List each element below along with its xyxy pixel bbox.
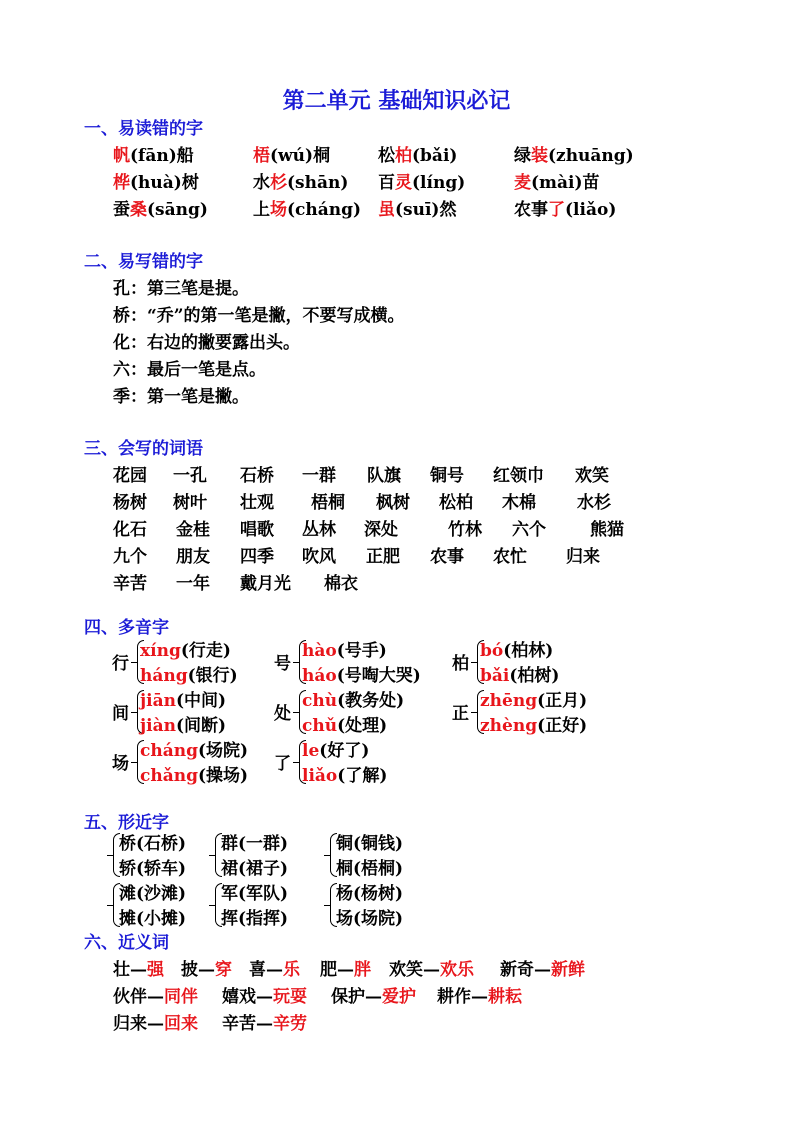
similar-char: 轿(轿车) xyxy=(119,859,187,879)
misread-char: 麦 xyxy=(514,173,531,193)
misread-pinyin: (suī)然 xyxy=(395,200,457,220)
synonym-word: 喜 xyxy=(249,960,266,980)
synonym-pair xyxy=(181,955,232,980)
misread-item xyxy=(113,168,199,193)
vocab-word: 枫树 xyxy=(376,493,410,513)
synonym-match: 回来 xyxy=(164,1014,198,1034)
section-1-heading: 一、易读错的字 xyxy=(84,119,203,139)
synonym-dash: — xyxy=(256,987,273,1007)
similar-char: 杨(杨树) xyxy=(336,884,404,904)
misread-char: 场 xyxy=(270,200,287,220)
synonym-pair xyxy=(500,955,585,980)
synonym-match: 乐 xyxy=(283,960,300,980)
vocab-word: 唱歌 xyxy=(240,520,274,540)
section-2-line: 孔：第三笔是提。 xyxy=(113,279,249,299)
section-6-heading: 六、近义词 xyxy=(84,933,169,953)
example-word: (号手) xyxy=(336,641,387,661)
synonym-match: 耕耘 xyxy=(488,987,522,1007)
synonym-dash: — xyxy=(365,987,382,1007)
vocab-word: 一群 xyxy=(302,466,336,486)
synonym-pair xyxy=(320,955,371,980)
misread-context: 上 xyxy=(253,200,270,220)
misread-pinyin: (wú)桐 xyxy=(270,146,331,166)
pinyin: jiàn xyxy=(140,716,176,736)
vocab-word: 花园 xyxy=(113,466,147,486)
synonym-dash: — xyxy=(130,960,147,980)
example-word: (柏树) xyxy=(509,666,560,686)
similar-char: 桐(梧桐) xyxy=(336,859,404,879)
pinyin: chǔ xyxy=(302,716,338,736)
pinyin: zhēng xyxy=(480,691,538,711)
vocab-word: 九个 xyxy=(113,547,147,567)
similar-char: 摊(小摊) xyxy=(119,909,187,929)
synonym-dash: — xyxy=(534,960,551,980)
similar-char: 场(场院) xyxy=(336,909,404,929)
misread-char: 柏 xyxy=(395,146,412,166)
misread-char: 梧 xyxy=(253,146,270,166)
section-2-line: 季：第一笔是撇。 xyxy=(113,387,249,407)
misread-char: 虽 xyxy=(378,200,395,220)
polyphone-reading xyxy=(480,686,587,711)
pinyin: zhèng xyxy=(480,716,538,736)
misread-item xyxy=(113,141,194,166)
polyphone-reading xyxy=(140,761,248,786)
polyphone-reading xyxy=(140,661,238,686)
polyphone-reading xyxy=(302,761,387,786)
synonym-word: 耕作 xyxy=(437,987,471,1007)
section-2-line: 化：右边的撇要露出头。 xyxy=(113,333,300,353)
vocab-word: 农忙 xyxy=(493,547,527,567)
vocab-word: 归来 xyxy=(566,547,600,567)
misread-context: 农事 xyxy=(514,200,548,220)
polyphone-reading xyxy=(302,661,421,686)
synonym-match: 玩耍 xyxy=(273,987,307,1007)
similar-char: 裙(裙子) xyxy=(221,859,289,879)
misread-pinyin: (liǎo) xyxy=(565,200,617,220)
synonym-match: 穿 xyxy=(215,960,232,980)
polyphone-reading xyxy=(302,736,369,761)
pinyin: chǎng xyxy=(140,766,198,786)
vocab-word: 朋友 xyxy=(176,547,210,567)
section-2-line: 六：最后一笔是点。 xyxy=(113,360,266,380)
vocab-word: 壮观 xyxy=(240,493,274,513)
misread-item xyxy=(514,141,634,166)
synonym-dash: — xyxy=(266,960,283,980)
vocab-word: 竹林 xyxy=(448,520,482,540)
misread-item xyxy=(378,195,456,220)
misread-pinyin: (mài)苗 xyxy=(531,173,600,193)
vocab-word: 梧桐 xyxy=(311,493,345,513)
example-word: (号啕大哭) xyxy=(336,666,421,686)
vocab-word: 戴月光 xyxy=(240,574,291,594)
misread-item xyxy=(253,195,361,220)
section-5-heading: 五、形近字 xyxy=(84,813,169,833)
vocab-word: 松柏 xyxy=(439,493,473,513)
synonym-match: 强 xyxy=(147,960,164,980)
synonym-pair xyxy=(249,955,300,980)
polyphone-char: 处 xyxy=(274,704,291,724)
polyphone-char: 间 xyxy=(112,704,129,724)
example-word: (银行) xyxy=(187,666,238,686)
synonym-match: 新鲜 xyxy=(551,960,585,980)
misread-char: 桦 xyxy=(113,173,130,193)
vocab-word: 铜号 xyxy=(430,466,464,486)
pinyin: hào xyxy=(302,641,337,661)
section-2-line: 桥：“乔”的第一笔是撇，不要写成横。 xyxy=(113,306,405,326)
example-word: (处理) xyxy=(337,716,388,736)
example-word: (间断) xyxy=(175,716,227,736)
polyphone-char: 柏 xyxy=(452,654,469,674)
example-word: (正好) xyxy=(537,716,588,736)
synonym-word: 披 xyxy=(181,960,198,980)
misread-context: 绿 xyxy=(514,146,531,166)
polyphone-char: 行 xyxy=(112,654,129,674)
misread-pinyin: (líng) xyxy=(412,173,466,193)
polyphone-char: 了 xyxy=(274,754,291,774)
section-2-heading: 二、易写错的字 xyxy=(84,252,203,272)
synonym-word: 辛苦 xyxy=(222,1014,256,1034)
vocab-word: 水杉 xyxy=(577,493,611,513)
synonym-word: 肥 xyxy=(320,960,337,980)
polyphone-reading xyxy=(140,736,248,761)
misread-item xyxy=(514,195,616,220)
misread-context: 水 xyxy=(253,173,270,193)
synonym-dash: — xyxy=(256,1014,273,1034)
misread-context: 蚕 xyxy=(113,200,130,220)
polyphone-reading xyxy=(140,711,226,736)
misread-pinyin: (bǎi) xyxy=(412,146,458,166)
vocab-word: 队旗 xyxy=(367,466,401,486)
pinyin: le xyxy=(302,741,320,761)
vocab-word: 杨树 xyxy=(113,493,147,513)
example-word: (柏林) xyxy=(503,641,554,661)
similar-char: 挥(指挥) xyxy=(221,909,289,929)
polyphone-char: 正 xyxy=(452,704,469,724)
synonym-pair xyxy=(331,982,416,1007)
pinyin: xíng xyxy=(140,641,181,661)
similar-char: 滩(沙滩) xyxy=(119,884,187,904)
polyphone-reading xyxy=(302,686,404,711)
synonym-word: 归来 xyxy=(113,1014,147,1034)
synonym-pair xyxy=(389,955,474,980)
polyphone-reading xyxy=(480,636,553,661)
misread-pinyin: (cháng) xyxy=(287,200,362,220)
vocab-word: 欢笑 xyxy=(575,466,609,486)
misread-context: 百 xyxy=(378,173,395,193)
example-word: (教务处) xyxy=(337,691,405,711)
polyphone-reading xyxy=(480,661,559,686)
misread-char: 桑 xyxy=(130,200,147,220)
misread-item xyxy=(253,141,330,166)
vocab-word: 丛林 xyxy=(302,520,336,540)
synonym-pair xyxy=(222,982,307,1007)
synonym-dash: — xyxy=(147,1014,164,1034)
example-word: (了解) xyxy=(337,766,388,786)
misread-pinyin: (huà)树 xyxy=(130,173,199,193)
vocab-word: 一年 xyxy=(176,574,210,594)
misread-char: 了 xyxy=(548,200,565,220)
polyphone-char: 场 xyxy=(112,754,129,774)
misread-item xyxy=(378,168,465,193)
pinyin: bǎi xyxy=(480,666,510,686)
vocab-word: 深处 xyxy=(364,520,398,540)
similar-char: 铜(铜钱) xyxy=(336,834,404,854)
page-title: 第二单元 基础知识必记 xyxy=(282,88,511,114)
synonym-pair xyxy=(437,982,522,1007)
synonym-word: 嬉戏 xyxy=(222,987,256,1007)
similar-char: 桥(石桥) xyxy=(119,834,187,854)
synonym-pair xyxy=(113,982,198,1007)
example-word: (场院) xyxy=(197,741,249,761)
synonym-dash: — xyxy=(337,960,354,980)
synonym-pair xyxy=(113,1009,198,1034)
synonym-match: 同伴 xyxy=(164,987,198,1007)
synonym-match: 欢乐 xyxy=(440,960,474,980)
vocab-word: 木棉 xyxy=(502,493,536,513)
polyphone-char: 号 xyxy=(274,654,291,674)
synonym-word: 保护 xyxy=(331,987,365,1007)
pinyin: jiān xyxy=(140,691,176,711)
misread-char: 帆 xyxy=(113,146,130,166)
vocab-word: 化石 xyxy=(113,520,147,540)
vocab-word: 树叶 xyxy=(173,493,207,513)
vocab-word: 石桥 xyxy=(240,466,274,486)
synonym-word: 壮 xyxy=(113,960,130,980)
misread-char: 杉 xyxy=(270,173,287,193)
pinyin: háo xyxy=(302,666,337,686)
section-4-heading: 四、多音字 xyxy=(84,618,169,638)
misread-item xyxy=(113,195,208,220)
vocab-word: 红领巾 xyxy=(493,466,544,486)
misread-pinyin: (zhuāng) xyxy=(548,146,634,166)
vocab-word: 辛苦 xyxy=(113,574,147,594)
synonym-word: 伙伴 xyxy=(113,987,147,1007)
polyphone-reading xyxy=(140,686,226,711)
synonym-match: 辛劳 xyxy=(273,1014,307,1034)
synonym-word: 欢笑 xyxy=(389,960,423,980)
vocab-word: 熊猫 xyxy=(590,520,624,540)
vocab-word: 棉衣 xyxy=(324,574,358,594)
vocab-word: 农事 xyxy=(430,547,464,567)
misread-context: 松 xyxy=(378,146,395,166)
pinyin: liǎo xyxy=(302,766,338,786)
vocab-word: 吹风 xyxy=(302,547,336,567)
pinyin: háng xyxy=(140,666,188,686)
pinyin: chù xyxy=(302,691,338,711)
misread-pinyin: (sāng) xyxy=(147,200,208,220)
section-3-heading: 三、会写的词语 xyxy=(84,439,203,459)
misread-char: 装 xyxy=(531,146,548,166)
vocab-word: 六个 xyxy=(512,520,546,540)
synonym-dash: — xyxy=(423,960,440,980)
pinyin: cháng xyxy=(140,741,198,761)
vocab-word: 四季 xyxy=(240,547,274,567)
example-word: (行走) xyxy=(180,641,231,661)
synonym-pair xyxy=(113,955,164,980)
polyphone-reading xyxy=(302,711,387,736)
synonym-match: 爱护 xyxy=(382,987,416,1007)
polyphone-reading xyxy=(302,636,387,661)
vocab-word: 一孔 xyxy=(173,466,207,486)
polyphone-reading xyxy=(480,711,587,736)
misread-item xyxy=(514,168,600,193)
misread-pinyin: (fān)船 xyxy=(130,146,194,166)
example-word: (正月) xyxy=(537,691,588,711)
misread-pinyin: (shān) xyxy=(287,173,349,193)
misread-item xyxy=(253,168,348,193)
vocab-word: 金桂 xyxy=(176,520,210,540)
misread-item xyxy=(378,141,457,166)
synonym-pair xyxy=(222,1009,307,1034)
example-word: (中间) xyxy=(175,691,227,711)
similar-char: 军(军队) xyxy=(221,884,289,904)
pinyin: bó xyxy=(480,641,504,661)
similar-char: 群(一群) xyxy=(221,834,289,854)
misread-char: 灵 xyxy=(395,173,412,193)
example-word: (操场) xyxy=(197,766,249,786)
synonym-word: 新奇 xyxy=(500,960,534,980)
synonym-dash: — xyxy=(147,987,164,1007)
synonym-dash: — xyxy=(198,960,215,980)
example-word: (好了) xyxy=(319,741,370,761)
polyphone-reading xyxy=(140,636,231,661)
vocab-word: 正肥 xyxy=(366,547,400,567)
synonym-match: 胖 xyxy=(354,960,371,980)
synonym-dash: — xyxy=(471,987,488,1007)
